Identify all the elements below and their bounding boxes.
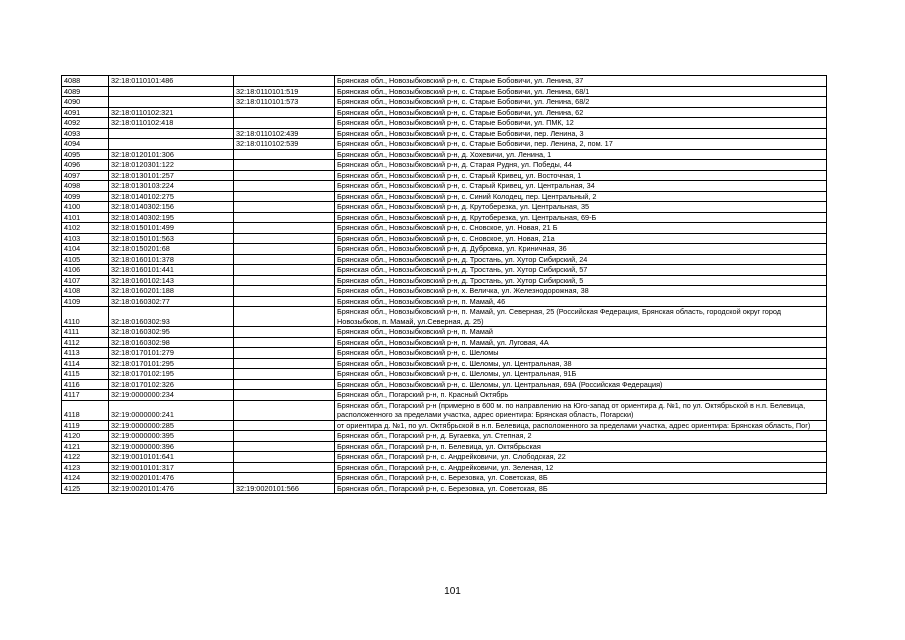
related-cadastral-number-cell [234,76,335,87]
address-cell: Брянская обл., Новозыбковский р-н, с. Сновское, ул. Новая, 21 Б [335,223,827,234]
cadastral-number-cell: 32:18:0160302:95 [109,327,234,338]
cadastral-number-cell: 32:19:0010101:641 [109,452,234,463]
row-number-cell: 4099 [62,191,109,202]
table-row [62,76,827,87]
cadastral-number-cell: 32:18:0130103:224 [109,181,234,192]
address-cell: Брянская обл., Погарский р-н, с. Березовка, ул. Советская, 8Б [335,483,827,494]
table-row [62,473,827,484]
row-number-cell: 4119 [62,420,109,431]
row-number-cell: 4115 [62,369,109,380]
address-cell: Брянская обл., Погарский р-н, с. Андрейковичи, ул. Слободская, 22 [335,452,827,463]
address-cell: Брянская обл., Новозыбковский р-н, д. Старая Рудня, ул. Победы, 44 [335,160,827,171]
address-cell: Брянская обл., Новозыбковский р-н, д. Крутоберезка, ул. Центральная, 35 [335,202,827,213]
table-row [62,265,827,276]
table-row [62,286,827,297]
address-cell: Брянская обл., Новозыбковский р-н, п. Мамай, ул. Северная, 25 (Российская Федерация, Брянская область, городской округ город Новозыбков, п. Мамай, ул.Северная, д. 25) [335,307,827,327]
row-number-cell: 4125 [62,483,109,494]
address-cell: Брянская обл., Новозыбковский р-н, с. Старые Бобовичи, ул. Ленина, 37 [335,76,827,87]
row-number-cell: 4120 [62,431,109,442]
cadastral-number-cell: 32:18:0110102:321 [109,107,234,118]
address-cell: Брянская обл., Погарский р-н, д. Бугаевка, ул. Степная, 2 [335,431,827,442]
table-row [62,379,827,390]
related-cadastral-number-cell [234,275,335,286]
related-cadastral-number-cell: 32:18:0110102:439 [234,128,335,139]
table-row [62,296,827,307]
row-number-cell: 4091 [62,107,109,118]
table-row [62,181,827,192]
row-number-cell: 4090 [62,97,109,108]
cadastral-number-cell: 32:18:0170101:279 [109,348,234,359]
cadastral-number-cell: 32:18:0170102:326 [109,379,234,390]
related-cadastral-number-cell [234,160,335,171]
cadastral-number-cell: 32:18:0160302:93 [109,307,234,327]
row-number-cell: 4118 [62,400,109,420]
cadastral-number-cell: 32:18:0130101:257 [109,170,234,181]
address-cell: Брянская обл., Новозыбковский р-н, с. Шеломы, ул. Центральная, 69А (Российская Федерация) [335,379,827,390]
related-cadastral-number-cell [234,462,335,473]
address-cell: Брянская обл., Новозыбковский р-н, с. Старые Бобовичи, пер. Ленина, 2, пом. 17 [335,139,827,150]
address-cell: Брянская обл., Погарский р-н, п. Белевица, ул. Октябрьская [335,441,827,452]
table-row [62,337,827,348]
row-number-cell: 4122 [62,452,109,463]
related-cadastral-number-cell: 32:19:0020101:566 [234,483,335,494]
address-cell: Брянская обл., Новозыбковский р-н, д. Крутоберезка, ул. Центральная, 69-Б [335,212,827,223]
related-cadastral-number-cell [234,400,335,420]
register-table-body [62,76,827,494]
row-number-cell: 4109 [62,296,109,307]
cadastral-number-cell: 32:18:0170102:195 [109,369,234,380]
row-number-cell: 4097 [62,170,109,181]
address-cell: Брянская обл., Новозыбковский р-н, х. Величка, ул. Железнодорожная, 38 [335,286,827,297]
related-cadastral-number-cell [234,170,335,181]
table-row [62,223,827,234]
table-row [62,118,827,129]
related-cadastral-number-cell [234,212,335,223]
related-cadastral-number-cell [234,191,335,202]
row-number-cell: 4110 [62,307,109,327]
table-row [62,307,827,327]
address-cell: от ориентира д. №1, по ул. Октябрьской в н.п. Белевица, расположенного за пределами участка, адрес ориентира: Брянская область, Пог) [335,420,827,431]
register-table [61,75,827,494]
cadastral-number-cell: 32:18:0150201:68 [109,244,234,255]
table-row [62,462,827,473]
cadastral-number-cell: 32:18:0110101:486 [109,76,234,87]
row-number-cell: 4098 [62,181,109,192]
cadastral-number-cell: 32:19:0020101:476 [109,483,234,494]
cadastral-number-cell: 32:18:0110102:418 [109,118,234,129]
cadastral-number-cell: 32:18:0160102:143 [109,275,234,286]
address-cell: Брянская обл., Новозыбковский р-н, с. Старый Кривец, ул. Центральная, 34 [335,181,827,192]
related-cadastral-number-cell [234,265,335,276]
address-cell: Брянская обл., Новозыбковский р-н, с. Старые Бобовичи, ул. Ленина, 62 [335,107,827,118]
row-number-cell: 4107 [62,275,109,286]
table-row [62,170,827,181]
address-cell: Брянская обл., Новозыбковский р-н, с. Шеломы, ул. Центральная, 91Б [335,369,827,380]
row-number-cell: 4104 [62,244,109,255]
related-cadastral-number-cell [234,441,335,452]
related-cadastral-number-cell [234,379,335,390]
row-number-cell: 4096 [62,160,109,171]
row-number-cell: 4111 [62,327,109,338]
row-number-cell: 4124 [62,473,109,484]
address-cell: Брянская обл., Новозыбковский р-н, п. Мамай [335,327,827,338]
row-number-cell: 4105 [62,254,109,265]
related-cadastral-number-cell [234,244,335,255]
related-cadastral-number-cell [234,473,335,484]
address-cell: Брянская обл., Новозыбковский р-н, с. Синий Колодец, пер. Центральный, 2 [335,191,827,202]
cadastral-number-cell [109,139,234,150]
cadastral-number-cell: 32:18:0150101:563 [109,233,234,244]
table-row [62,275,827,286]
row-number-cell: 4093 [62,128,109,139]
table-row [62,420,827,431]
related-cadastral-number-cell [234,233,335,244]
row-number-cell: 4116 [62,379,109,390]
row-number-cell: 4114 [62,358,109,369]
cadastral-number-cell: 32:19:0020101:476 [109,473,234,484]
cadastral-number-cell: 32:18:0170101:295 [109,358,234,369]
table-row [62,431,827,442]
row-number-cell: 4108 [62,286,109,297]
table-row [62,358,827,369]
cadastral-number-cell [109,128,234,139]
related-cadastral-number-cell [234,107,335,118]
related-cadastral-number-cell [234,420,335,431]
related-cadastral-number-cell: 32:18:0110101:519 [234,86,335,97]
table-row [62,327,827,338]
address-cell: Брянская обл., Новозыбковский р-н, с. Сновское, ул. Новая, 21а [335,233,827,244]
cadastral-number-cell: 32:18:0140302:156 [109,202,234,213]
cadastral-number-cell: 32:18:0120301:122 [109,160,234,171]
cadastral-number-cell: 32:18:0160302:98 [109,337,234,348]
cadastral-number-cell: 32:18:0160201:188 [109,286,234,297]
row-number-cell: 4088 [62,76,109,87]
related-cadastral-number-cell: 32:18:0110102:539 [234,139,335,150]
address-cell: Брянская обл., Погарский р-н, с. Андрейковичи, ул. Зеленая, 12 [335,462,827,473]
table-row [62,128,827,139]
table-row [62,139,827,150]
cadastral-number-cell [109,86,234,97]
cadastral-number-cell [109,97,234,108]
table-row [62,254,827,265]
row-number-cell: 4123 [62,462,109,473]
table-row [62,86,827,97]
address-cell: Брянская обл., Новозыбковский р-н, с. Старые Бобовичи, ул. Ленина, 68/2 [335,97,827,108]
row-number-cell: 4121 [62,441,109,452]
table-row [62,107,827,118]
row-number-cell: 4102 [62,223,109,234]
cadastral-number-cell: 32:18:0120101:306 [109,149,234,160]
related-cadastral-number-cell [234,149,335,160]
row-number-cell: 4089 [62,86,109,97]
table-row [62,202,827,213]
address-cell: Брянская обл., Новозыбковский р-н, с. Шеломы, ул. Центральная, 38 [335,358,827,369]
table-row [62,233,827,244]
address-cell: Брянская обл., Новозыбковский р-н, п. Мамай, 46 [335,296,827,307]
related-cadastral-number-cell [234,296,335,307]
related-cadastral-number-cell [234,254,335,265]
related-cadastral-number-cell [234,452,335,463]
address-cell: Брянская обл., Новозыбковский р-н, с. Старый Кривец, ул. Восточная, 1 [335,170,827,181]
table-row [62,97,827,108]
row-number-cell: 4100 [62,202,109,213]
related-cadastral-number-cell [234,286,335,297]
table-row [62,348,827,359]
address-cell: Брянская обл., Новозыбковский р-н, д. Хохевичи, ул. Ленина, 1 [335,149,827,160]
related-cadastral-number-cell [234,181,335,192]
address-cell: Брянская обл., Новозыбковский р-н, с. Старые Бобовичи, ул. Ленина, 68/1 [335,86,827,97]
table-row [62,441,827,452]
row-number-cell: 4103 [62,233,109,244]
cadastral-number-cell: 32:19:0000000:395 [109,431,234,442]
related-cadastral-number-cell [234,118,335,129]
row-number-cell: 4092 [62,118,109,129]
row-number-cell: 4094 [62,139,109,150]
related-cadastral-number-cell [234,327,335,338]
row-number-cell: 4106 [62,265,109,276]
related-cadastral-number-cell [234,390,335,401]
address-cell: Брянская обл., Новозыбковский р-н, с. Старые Бобовичи, ул. ПМК, 12 [335,118,827,129]
related-cadastral-number-cell: 32:18:0110101:573 [234,97,335,108]
cadastral-number-cell: 32:18:0140302:195 [109,212,234,223]
related-cadastral-number-cell [234,307,335,327]
related-cadastral-number-cell [234,348,335,359]
table-row [62,369,827,380]
table-row [62,191,827,202]
cadastral-number-cell: 32:19:0000000:241 [109,400,234,420]
cadastral-number-cell: 32:18:0140102:275 [109,191,234,202]
related-cadastral-number-cell [234,337,335,348]
table-row [62,212,827,223]
cadastral-number-cell: 32:19:0010101:317 [109,462,234,473]
related-cadastral-number-cell [234,202,335,213]
table-row [62,390,827,401]
address-cell: Брянская обл., Новозыбковский р-н, д. Тростань, ул. Хутор Сибирский, 24 [335,254,827,265]
table-row [62,400,827,420]
cadastral-number-cell: 32:19:0000000:285 [109,420,234,431]
row-number-cell: 4101 [62,212,109,223]
row-number-cell: 4113 [62,348,109,359]
table-row [62,452,827,463]
address-cell: Брянская обл., Погарский р-н, п. Красный Октябрь [335,390,827,401]
cadastral-number-cell: 32:18:0150101:499 [109,223,234,234]
related-cadastral-number-cell [234,358,335,369]
address-cell: Брянская обл., Новозыбковский р-н, с. Старые Бобовичи, пер. Ленина, 3 [335,128,827,139]
address-cell: Брянская обл., Новозыбковский р-н, д. Дубровка, ул. Криничная, 36 [335,244,827,255]
address-cell: Брянская обл., Новозыбковский р-н, п. Мамай, ул. Луговая, 4А [335,337,827,348]
cadastral-number-cell: 32:18:0160101:441 [109,265,234,276]
address-cell: Брянская обл., Новозыбковский р-н, д. Тростань, ул. Хутор Сибирский, 57 [335,265,827,276]
address-cell: Брянская обл., Новозыбковский р-н, с. Шеломы [335,348,827,359]
cadastral-number-cell: 32:19:0000000:396 [109,441,234,452]
table-row [62,483,827,494]
table-row [62,160,827,171]
row-number-cell: 4095 [62,149,109,160]
related-cadastral-number-cell [234,431,335,442]
cadastral-number-cell: 32:19:0000000:234 [109,390,234,401]
row-number-cell: 4112 [62,337,109,348]
table-row [62,244,827,255]
related-cadastral-number-cell [234,369,335,380]
address-cell: Брянская обл., Погарский р-н, с. Березовка, ул. Советская, 8Б [335,473,827,484]
table-row [62,149,827,160]
row-number-cell: 4117 [62,390,109,401]
address-cell: Брянская обл., Новозыбковский р-н, д. Тростань, ул. Хутор Сибирский, 5 [335,275,827,286]
page-number: 101 [444,586,461,597]
cadastral-number-cell: 32:18:0160101:378 [109,254,234,265]
address-cell: Брянская обл., Погарский р-н (примерно в 600 м. по направлению на Юго-запад от ориентира д. №1, по ул. Октябрьской в н.п. Белевица, расположенного за пределами участка, адрес ориентира: Брянская область, Погарски) [335,400,827,420]
related-cadastral-number-cell [234,223,335,234]
cadastral-number-cell: 32:18:0160302:77 [109,296,234,307]
